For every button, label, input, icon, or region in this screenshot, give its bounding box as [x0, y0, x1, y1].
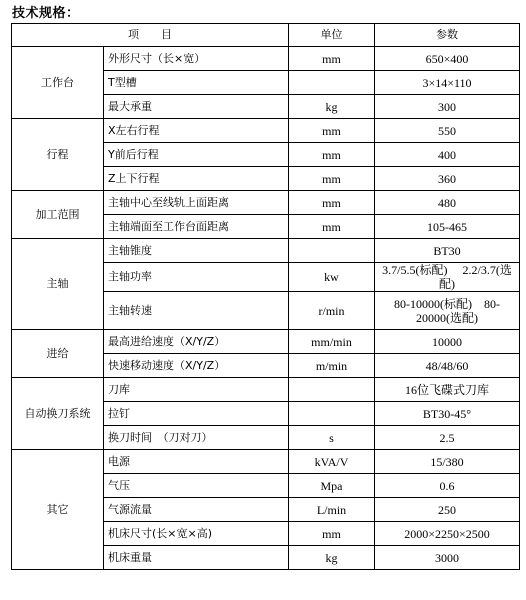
unit-cell: kg [289, 546, 375, 570]
value-cell: 48/48/60 [375, 354, 520, 378]
unit-cell: s [289, 426, 375, 450]
value-cell: 2.5 [375, 426, 520, 450]
unit-cell: m/min [289, 354, 375, 378]
value-cell: 0.6 [375, 474, 520, 498]
item-cell: 主轴中心至线轨上面距离 [104, 191, 289, 215]
value-cell: 3×14×110 [375, 71, 520, 95]
value-cell: 80-10000(标配) 80-20000(选配) [375, 292, 520, 330]
item-cell: 拉钉 [104, 402, 289, 426]
unit-cell: mm [289, 143, 375, 167]
unit-cell: mm/min [289, 330, 375, 354]
value-cell: BT30-45° [375, 402, 520, 426]
item-cell: 主轴锥度 [104, 239, 289, 263]
value-cell: 2000×2250×2500 [375, 522, 520, 546]
item-cell: 气压 [104, 474, 289, 498]
table-row [12, 191, 520, 215]
unit-cell: r/min [289, 292, 375, 330]
table-row [12, 330, 520, 354]
item-cell: 换刀时间 （刀对刀） [104, 426, 289, 450]
category-cell: 自动换刀系统 [12, 378, 104, 450]
value-cell: 480 [375, 191, 520, 215]
table-row [12, 47, 520, 71]
section-heading: 技术规格： [12, 6, 80, 21]
category-cell: 其它 [12, 450, 104, 570]
item-cell: 机床重量 [104, 546, 289, 570]
value-cell: 15/380 [375, 450, 520, 474]
category-cell: 工作台 [12, 47, 104, 119]
value-cell: 16位飞碟式刀库 [375, 378, 520, 402]
table-row [12, 450, 520, 474]
item-cell: 主轴端面至工作台面距离 [104, 215, 289, 239]
category-cell: 进给 [12, 330, 104, 378]
unit-cell: mm [289, 119, 375, 143]
value-cell: BT30 [375, 239, 520, 263]
unit-cell: kVA/V [289, 450, 375, 474]
unit-cell: Mpa [289, 474, 375, 498]
category-cell: 加工范围 [12, 191, 104, 239]
item-cell: 气源流量 [104, 498, 289, 522]
unit-cell [289, 378, 375, 402]
category-cell: 行程 [12, 119, 104, 191]
item-cell: T型槽 [104, 71, 289, 95]
value-cell: 250 [375, 498, 520, 522]
value-cell: 10000 [375, 330, 520, 354]
table-row [12, 119, 520, 143]
item-cell: 刀库 [104, 378, 289, 402]
unit-cell: mm [289, 215, 375, 239]
table-row [12, 378, 520, 402]
item-cell: 外形尺寸（长×宽） [104, 47, 289, 71]
item-cell: 最高进给速度（X/Y/Z） [104, 330, 289, 354]
value-cell: 3.7/5.5(标配) 2.2/3.7(选配) [375, 263, 520, 292]
item-cell: 电源 [104, 450, 289, 474]
value-cell: 550 [375, 119, 520, 143]
unit-cell: mm [289, 47, 375, 71]
item-cell: X左右行程 [104, 119, 289, 143]
unit-cell: kg [289, 95, 375, 119]
header-row [12, 24, 520, 47]
item-cell: Y前后行程 [104, 143, 289, 167]
unit-cell [289, 239, 375, 263]
item-cell: 主轴功率 [104, 263, 289, 292]
header-unit: 单位 [289, 24, 375, 47]
value-cell: 3000 [375, 546, 520, 570]
item-cell: Z上下行程 [104, 167, 289, 191]
table-row [12, 239, 520, 263]
unit-cell: kw [289, 263, 375, 292]
header-item: 项 目 [12, 24, 289, 47]
item-cell: 机床尺寸(长×宽×高) [104, 522, 289, 546]
unit-cell: L/min [289, 498, 375, 522]
value-cell: 300 [375, 95, 520, 119]
unit-cell [289, 402, 375, 426]
spec-table [11, 23, 520, 570]
item-cell: 快速移动速度（X/Y/Z） [104, 354, 289, 378]
unit-cell: mm [289, 167, 375, 191]
value-cell: 105-465 [375, 215, 520, 239]
unit-cell [289, 71, 375, 95]
value-cell: 360 [375, 167, 520, 191]
item-cell: 主轴转速 [104, 292, 289, 330]
header-params: 参数 [375, 24, 520, 47]
unit-cell: mm [289, 522, 375, 546]
value-cell: 650×400 [375, 47, 520, 71]
unit-cell: mm [289, 191, 375, 215]
category-cell: 主轴 [12, 239, 104, 330]
item-cell: 最大承重 [104, 95, 289, 119]
value-cell: 400 [375, 143, 520, 167]
